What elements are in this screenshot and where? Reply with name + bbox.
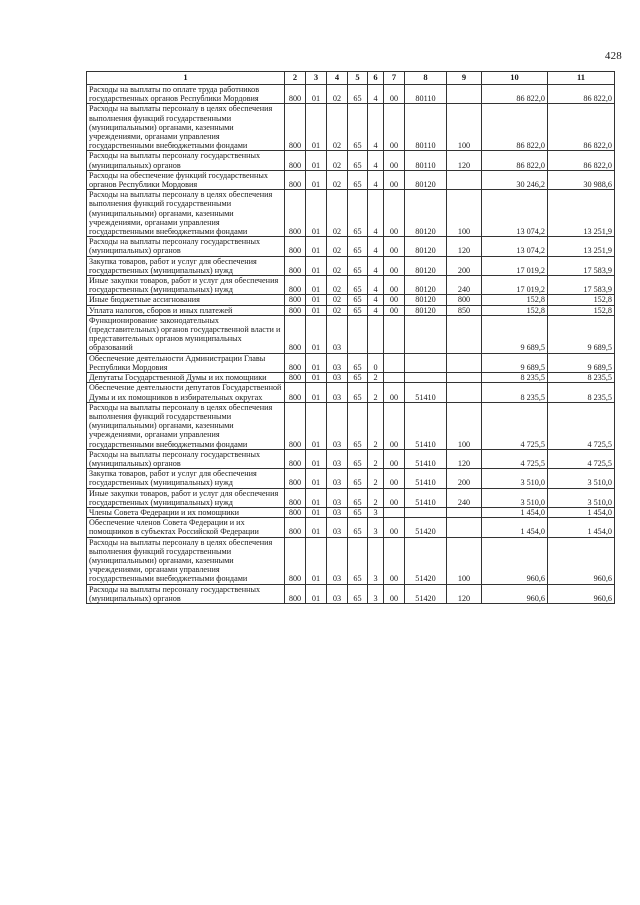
code-program: 65	[348, 488, 368, 507]
code-subprogram: 2	[368, 488, 384, 507]
code-expense-type: 100	[447, 104, 482, 151]
code-direction: 80120	[405, 190, 447, 237]
code-subprogram: 2	[368, 383, 384, 402]
code-direction: 80120	[405, 170, 447, 189]
code-direction: 51410	[405, 488, 447, 507]
row-name: Обеспечение членов Совета Федерации и их помощников в субъектах Российской Федерации	[87, 518, 285, 537]
code-subsection: 03	[327, 383, 348, 402]
amount-year-1: 30 246,2	[482, 170, 548, 189]
code-subprogram: 4	[368, 190, 384, 237]
table-row	[87, 584, 615, 603]
amount-year-1: 17 019,2	[482, 256, 548, 275]
code-direction: 51410	[405, 449, 447, 468]
code-subprogram: 4	[368, 256, 384, 275]
code-program: 65	[348, 507, 368, 517]
row-name: Уплата налогов, сборов и иных платежей	[87, 305, 285, 315]
code-section: 01	[306, 449, 327, 468]
code-program: 65	[348, 104, 368, 151]
amount-year-1: 4 725,5	[482, 449, 548, 468]
amount-year-1: 1 454,0	[482, 518, 548, 537]
code-subsection: 03	[327, 353, 348, 372]
code-ministry: 800	[285, 305, 306, 315]
amount-year-2: 960,6	[548, 537, 615, 584]
code-program: 65	[348, 276, 368, 295]
code-subsection: 03	[327, 518, 348, 537]
code-direction: 80120	[405, 276, 447, 295]
code-direction: 80120	[405, 237, 447, 256]
code-direction: 80120	[405, 305, 447, 315]
code-ministry: 800	[285, 256, 306, 275]
code-section: 01	[306, 373, 327, 383]
row-name: Иные закупки товаров, работ и услуг для обеспечения государственных (муниципальных) нужд	[87, 276, 285, 295]
code-subsection: 02	[327, 256, 348, 275]
code-expense-type	[447, 315, 482, 353]
code-subprogram: 4	[368, 151, 384, 170]
amount-year-2: 152,8	[548, 295, 615, 305]
code-subprogram: 4	[368, 104, 384, 151]
code-program: 65	[348, 256, 368, 275]
code-subsection: 03	[327, 402, 348, 449]
code-subprogram: 3	[368, 584, 384, 603]
code-direction: 80110	[405, 85, 447, 104]
code-subprogram: 2	[368, 449, 384, 468]
amount-year-1: 8 235,5	[482, 373, 548, 383]
code-direction	[405, 373, 447, 383]
header-cell: 11	[548, 72, 615, 85]
table-row	[87, 85, 615, 104]
code-expense-type: 120	[447, 237, 482, 256]
code-section: 01	[306, 383, 327, 402]
row-name: Расходы на выплаты персоналу в целях обеспечения выполнения функций государственными (муниципальными) органами, казенными учреждениями, органами управления государственными внебюджетными фондами	[87, 402, 285, 449]
code-subsection: 02	[327, 170, 348, 189]
code-section: 01	[306, 237, 327, 256]
code-ministry: 800	[285, 190, 306, 237]
code-expense-type	[447, 518, 482, 537]
code-subsection: 02	[327, 305, 348, 315]
code-expense-type: 200	[447, 256, 482, 275]
code-event: 00	[384, 469, 405, 488]
code-ministry: 800	[285, 85, 306, 104]
code-subsection: 02	[327, 151, 348, 170]
amount-year-2: 9 689,5	[548, 353, 615, 372]
amount-year-2: 13 251,9	[548, 190, 615, 237]
code-event: 00	[384, 237, 405, 256]
code-expense-type: 100	[447, 190, 482, 237]
amount-year-2: 8 235,5	[548, 373, 615, 383]
code-program	[348, 315, 368, 353]
amount-year-2: 86 822,0	[548, 85, 615, 104]
code-event: 00	[384, 402, 405, 449]
code-section: 01	[306, 305, 327, 315]
amount-year-1: 960,6	[482, 537, 548, 584]
amount-year-2: 86 822,0	[548, 151, 615, 170]
code-expense-type: 240	[447, 276, 482, 295]
code-program: 65	[348, 170, 368, 189]
code-program: 65	[348, 237, 368, 256]
amount-year-1: 8 235,5	[482, 383, 548, 402]
row-name: Закупка товаров, работ и услуг для обеспечения государственных (муниципальных) нужд	[87, 256, 285, 275]
code-section: 01	[306, 584, 327, 603]
amount-year-2: 17 583,9	[548, 256, 615, 275]
code-ministry: 800	[285, 507, 306, 517]
code-section: 01	[306, 469, 327, 488]
code-subsection: 02	[327, 276, 348, 295]
code-subsection: 02	[327, 85, 348, 104]
code-subprogram: 4	[368, 85, 384, 104]
code-direction: 80110	[405, 151, 447, 170]
code-subprogram: 4	[368, 305, 384, 315]
code-program: 65	[348, 305, 368, 315]
row-name: Расходы на выплаты персоналу государственных (муниципальных) органов	[87, 584, 285, 603]
amount-year-1: 3 510,0	[482, 469, 548, 488]
code-subprogram: 4	[368, 295, 384, 305]
code-ministry: 800	[285, 170, 306, 189]
code-direction: 80120	[405, 256, 447, 275]
code-event: 00	[384, 151, 405, 170]
code-section: 01	[306, 190, 327, 237]
code-subprogram: 4	[368, 170, 384, 189]
code-program: 65	[348, 373, 368, 383]
row-name: Расходы на выплаты персоналу государственных (муниципальных) органов	[87, 449, 285, 468]
row-name: Закупка товаров, работ и услуг для обеспечения государственных (муниципальных) нужд	[87, 469, 285, 488]
code-section: 01	[306, 518, 327, 537]
code-program: 65	[348, 151, 368, 170]
header-cell: 3	[306, 72, 327, 85]
table-row	[87, 104, 615, 151]
code-subsection: 02	[327, 237, 348, 256]
amount-year-1: 4 725,5	[482, 402, 548, 449]
code-program: 65	[348, 383, 368, 402]
code-expense-type: 120	[447, 584, 482, 603]
table-row	[87, 170, 615, 189]
code-event: 00	[384, 256, 405, 275]
code-event: 00	[384, 295, 405, 305]
code-subsection: 03	[327, 507, 348, 517]
code-program: 65	[348, 469, 368, 488]
code-expense-type	[447, 170, 482, 189]
code-section: 01	[306, 85, 327, 104]
header-cell: 1	[87, 72, 285, 85]
amount-year-2: 3 510,0	[548, 488, 615, 507]
code-program: 65	[348, 402, 368, 449]
code-direction	[405, 353, 447, 372]
code-subprogram: 3	[368, 537, 384, 584]
amount-year-1: 9 689,5	[482, 353, 548, 372]
code-event: 00	[384, 449, 405, 468]
table-row	[87, 488, 615, 507]
code-ministry: 800	[285, 151, 306, 170]
table-row	[87, 373, 615, 383]
amount-year-1: 1 454,0	[482, 507, 548, 517]
code-section: 01	[306, 353, 327, 372]
code-event: 00	[384, 537, 405, 584]
amount-year-1: 152,8	[482, 295, 548, 305]
amount-year-2: 30 988,6	[548, 170, 615, 189]
table-row	[87, 469, 615, 488]
code-ministry: 800	[285, 488, 306, 507]
code-expense-type: 100	[447, 537, 482, 584]
code-event	[384, 353, 405, 372]
code-direction	[405, 507, 447, 517]
row-name: Иные бюджетные ассигнования	[87, 295, 285, 305]
code-section: 01	[306, 151, 327, 170]
code-expense-type: 120	[447, 151, 482, 170]
code-program: 65	[348, 518, 368, 537]
row-name: Обеспечение деятельности депутатов Государственной Думы и их помощников в избирательных округах	[87, 383, 285, 402]
amount-year-2: 960,6	[548, 584, 615, 603]
amount-year-1: 3 510,0	[482, 488, 548, 507]
code-section: 01	[306, 402, 327, 449]
code-subprogram: 4	[368, 276, 384, 295]
code-direction: 51420	[405, 537, 447, 584]
table-row	[87, 353, 615, 372]
code-section: 01	[306, 315, 327, 353]
code-subprogram: 2	[368, 402, 384, 449]
row-name: Иные закупки товаров, работ и услуг для обеспечения государственных (муниципальных) нужд	[87, 488, 285, 507]
amount-year-1: 13 074,2	[482, 237, 548, 256]
code-ministry: 800	[285, 237, 306, 256]
code-direction: 80120	[405, 295, 447, 305]
code-event: 00	[384, 305, 405, 315]
table-row	[87, 383, 615, 402]
budget-table	[86, 71, 615, 604]
table-row	[87, 190, 615, 237]
code-ministry: 800	[285, 315, 306, 353]
code-expense-type: 800	[447, 295, 482, 305]
table-header-row	[87, 72, 615, 85]
code-event: 00	[384, 518, 405, 537]
table-row	[87, 276, 615, 295]
code-event: 00	[384, 104, 405, 151]
amount-year-2: 4 725,5	[548, 402, 615, 449]
table-row	[87, 237, 615, 256]
code-program: 65	[348, 295, 368, 305]
code-subsection: 03	[327, 449, 348, 468]
amount-year-2: 86 822,0	[548, 104, 615, 151]
header-cell: 10	[482, 72, 548, 85]
code-expense-type	[447, 507, 482, 517]
row-name: Функционирование законодательных (представительных) органов государственной власти и представительных органов муниципальных образований	[87, 315, 285, 353]
row-name: Расходы на выплаты по оплате труда работников государственных органов Республики Мордовия	[87, 85, 285, 104]
code-section: 01	[306, 488, 327, 507]
code-ministry: 800	[285, 353, 306, 372]
row-name: Расходы на выплаты персоналу государственных (муниципальных) органов	[87, 237, 285, 256]
code-expense-type	[447, 383, 482, 402]
code-ministry: 800	[285, 518, 306, 537]
code-program: 65	[348, 537, 368, 584]
row-name: Обеспечение деятельности Администрации Главы Республики Мордовия	[87, 353, 285, 372]
table-row	[87, 295, 615, 305]
code-subsection: 03	[327, 373, 348, 383]
code-section: 01	[306, 104, 327, 151]
code-expense-type	[447, 373, 482, 383]
row-name: Расходы на выплаты персоналу в целях обеспечения выполнения функций государственными (муниципальными) органами, казенными учреждениями, органами управления государственными внебюджетными фондами	[87, 104, 285, 151]
amount-year-2: 17 583,9	[548, 276, 615, 295]
amount-year-1: 86 822,0	[482, 104, 548, 151]
amount-year-2: 13 251,9	[548, 237, 615, 256]
amount-year-2: 1 454,0	[548, 507, 615, 517]
amount-year-1: 17 019,2	[482, 276, 548, 295]
code-subsection: 03	[327, 584, 348, 603]
code-subsection: 03	[327, 488, 348, 507]
table-row	[87, 315, 615, 353]
row-name: Члены Совета Федерации и их помощники	[87, 507, 285, 517]
code-event: 00	[384, 190, 405, 237]
code-program: 65	[348, 85, 368, 104]
table-row	[87, 402, 615, 449]
amount-year-2: 3 510,0	[548, 469, 615, 488]
code-direction: 51420	[405, 584, 447, 603]
amount-year-1: 86 822,0	[482, 85, 548, 104]
code-event: 00	[384, 276, 405, 295]
row-name: Расходы на выплаты персоналу в целях обеспечения выполнения функций государственными (муниципальными) органами, казенными учреждениями, органами управления государственными внебюджетными фондами	[87, 190, 285, 237]
code-program: 65	[348, 449, 368, 468]
code-event	[384, 315, 405, 353]
amount-year-1: 960,6	[482, 584, 548, 603]
code-program: 65	[348, 584, 368, 603]
code-ministry: 800	[285, 584, 306, 603]
table-row	[87, 507, 615, 517]
code-expense-type: 120	[447, 449, 482, 468]
code-subsection: 02	[327, 190, 348, 237]
code-expense-type: 850	[447, 305, 482, 315]
code-event: 00	[384, 584, 405, 603]
code-subprogram: 2	[368, 373, 384, 383]
code-direction: 51410	[405, 402, 447, 449]
header-cell: 7	[384, 72, 405, 85]
code-ministry: 800	[285, 469, 306, 488]
table-row	[87, 256, 615, 275]
code-direction: 51410	[405, 383, 447, 402]
code-expense-type: 100	[447, 402, 482, 449]
table-row	[87, 537, 615, 584]
row-name: Депутаты Государственной Думы и их помощники	[87, 373, 285, 383]
amount-year-2: 4 725,5	[548, 449, 615, 468]
code-ministry: 800	[285, 104, 306, 151]
amount-year-2: 1 454,0	[548, 518, 615, 537]
code-section: 01	[306, 276, 327, 295]
header-cell: 6	[368, 72, 384, 85]
code-section: 01	[306, 295, 327, 305]
code-direction: 51420	[405, 518, 447, 537]
code-program: 65	[348, 190, 368, 237]
page-number: 428	[604, 50, 622, 62]
table-row	[87, 151, 615, 170]
code-subprogram: 4	[368, 237, 384, 256]
code-section: 01	[306, 170, 327, 189]
code-ministry: 800	[285, 373, 306, 383]
code-subprogram: 0	[368, 353, 384, 372]
amount-year-1: 86 822,0	[482, 151, 548, 170]
code-event: 00	[384, 383, 405, 402]
code-ministry: 800	[285, 295, 306, 305]
header-cell: 4	[327, 72, 348, 85]
code-direction: 51410	[405, 469, 447, 488]
code-section: 01	[306, 507, 327, 517]
code-subsection: 03	[327, 537, 348, 584]
code-subprogram: 2	[368, 469, 384, 488]
code-ministry: 800	[285, 537, 306, 584]
code-ministry: 800	[285, 276, 306, 295]
row-name: Расходы на выплаты персоналу государственных (муниципальных) органов	[87, 151, 285, 170]
code-section: 01	[306, 537, 327, 584]
amount-year-1: 9 689,5	[482, 315, 548, 353]
code-event: 00	[384, 488, 405, 507]
code-direction	[405, 315, 447, 353]
table-row	[87, 305, 615, 315]
code-event	[384, 507, 405, 517]
code-event	[384, 373, 405, 383]
table-row	[87, 518, 615, 537]
code-expense-type: 200	[447, 469, 482, 488]
code-subprogram	[368, 315, 384, 353]
amount-year-2: 9 689,5	[548, 315, 615, 353]
amount-year-2: 152,8	[548, 305, 615, 315]
code-direction: 80110	[405, 104, 447, 151]
code-expense-type	[447, 85, 482, 104]
code-expense-type: 240	[447, 488, 482, 507]
table-body	[87, 85, 615, 604]
code-subsection: 03	[327, 469, 348, 488]
amount-year-2: 8 235,5	[548, 383, 615, 402]
header-cell: 9	[447, 72, 482, 85]
header-cell: 5	[348, 72, 368, 85]
code-subsection: 02	[327, 295, 348, 305]
code-subsection: 03	[327, 315, 348, 353]
code-subprogram: 3	[368, 507, 384, 517]
header-cell: 2	[285, 72, 306, 85]
amount-year-1: 152,8	[482, 305, 548, 315]
code-subprogram: 3	[368, 518, 384, 537]
code-program: 65	[348, 353, 368, 372]
code-subsection: 02	[327, 104, 348, 151]
row-name: Расходы на выплаты персоналу в целях обеспечения выполнения функций государственными (муниципальными) органами, казенными учреждениями, органами управления государственными внебюджетными фондами	[87, 537, 285, 584]
code-event: 00	[384, 85, 405, 104]
table-row	[87, 449, 615, 468]
code-ministry: 800	[285, 449, 306, 468]
row-name: Расходы на обеспечение функций государственных органов Республики Мордовия	[87, 170, 285, 189]
header-cell: 8	[405, 72, 447, 85]
code-event: 00	[384, 170, 405, 189]
code-expense-type	[447, 353, 482, 372]
code-section: 01	[306, 256, 327, 275]
code-ministry: 800	[285, 402, 306, 449]
code-ministry: 800	[285, 383, 306, 402]
amount-year-1: 13 074,2	[482, 190, 548, 237]
